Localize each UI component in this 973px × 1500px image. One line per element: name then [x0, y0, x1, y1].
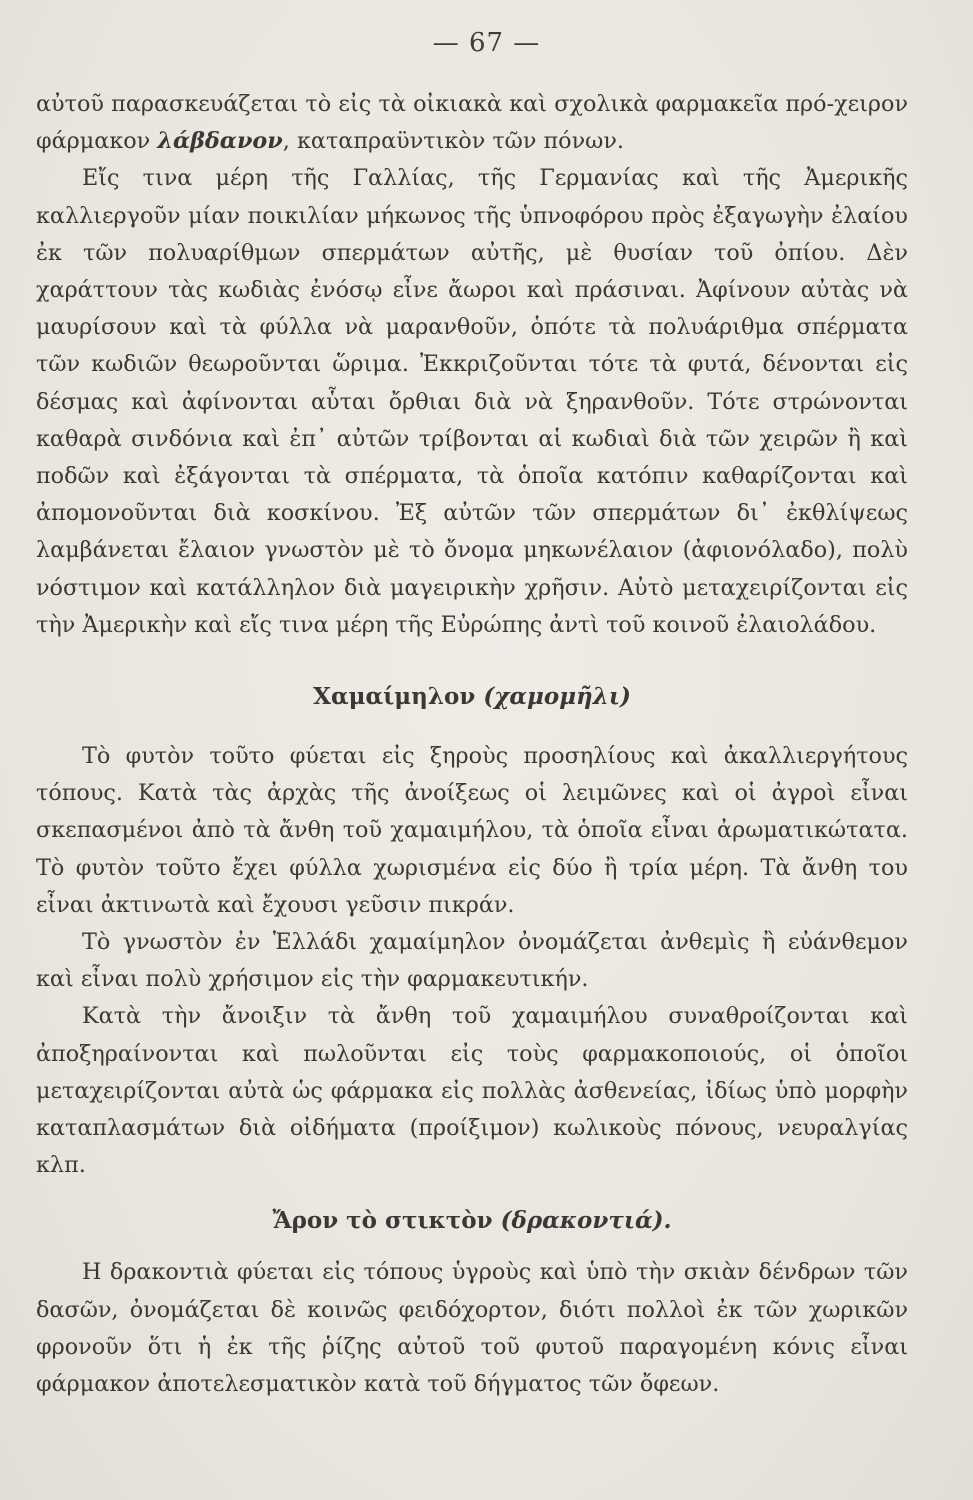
paragraph-poppy-oil: Εἴς τινα μέρη τῆς Γαλλίας, τῆς Γερμανίας καὶ τῆς Ἀμερικῆς καλλιεργοῦν μίαν ποικιλίαν μήκωνος τῆς ὑπνοφόρου πρὸς ἐξαγωγὴν ἐλαίου ἐκ τῶν πολυαρίθμων σπερμάτων αὐτῆς, μὲ θυσίαν τοῦ ὀπίου. Δὲν χαράττουν τὰς κωδιὰς ἐνόσῳ εἶνε ἄωροι καὶ πράσιναι. Ἀφίνουν αὐτὰς νὰ μαυρίσουν καὶ τὰ φύλλα νὰ μαρανθοῦν, ὁπότε τὰ πολυάριθμα σπέρματα τῶν κωδιῶν θεωροῦνται ὥριμα. Ἐκκριζοῦνται τότε τὰ φυτά, δένονται εἰς δέσμας καὶ ἀφίνονται αὗται ὄρθιαι διὰ νὰ ξηρανθοῦν. Τότε στρώνονται καθαρὰ σινδόνια καὶ ἐπ᾽ αὐτῶν τρίβονται αἱ κωδιαὶ διὰ τῶν χειρῶν ἢ καὶ ποδῶν καὶ ἐξάγονται τὰ σπέρματα, τὰ ὁποῖα κατόπιν καθαρίζονται καὶ ἀπομονοῦνται διὰ κοσκίνου. Ἐξ αὐτῶν τῶν σπερμάτων δι᾽ ἐκθλίψεως λαμβάνεται ἔλαιον γνωστὸν μὲ τὸ ὄνομα μηκωνέλαιον (ἀφιονόλαδο), πολὺ νόστιμον καὶ κατάλληλον διὰ μαγειρικὴν χρῆσιν. Αὐτὸ μεταχειρίζονται εἰς τὴν Ἀμερικὴν καὶ εἴς τινα μέρη τῆς Εὐρώπης ἀντὶ τοῦ κοινοῦ ἐλαιολάδου.: [36, 165, 908, 638]
heading-sub: (δρακοντιά).: [500, 1207, 672, 1235]
page-number: — 67 —: [432, 28, 541, 58]
paragraph-text: αὐτοῦ παρασκευάζεται τὸ εἰς τὰ οἰκιακὰ καὶ σχολικὰ φαρμακεῖα πρό-χειρον φάρμακον: [36, 91, 908, 155]
paragraph-laudanum: [36, 86, 908, 160]
page-body: [36, 86, 908, 1403]
heading-main: Ἄρον τὸ στικτὸν: [272, 1207, 493, 1235]
term-laudanum: λάβδανον: [157, 128, 283, 155]
paragraph-arum: Η δρακοντιὰ φύεται εἰς τόπους ὑγροὺς καὶ ὑπὸ τὴν σκιὰν δένδρων τῶν δασῶν, ὀνομάζεται δὲ κοινῶς φειδόχορτον, διότι πολλοὶ ἐκ τῶν χωρικῶν φρονοῦν ὅτι ἡ ἐκ τῆς ῥίζης αὐτοῦ τοῦ φυτοῦ παραγομένη κόνις εἶναι φάρμακον ἀποτελεσματικὸν κατὰ τοῦ δήγματος τῶν ὄφεων.: [36, 1259, 908, 1398]
paragraph-text: , καταπραϋντικὸν τῶν πόνων.: [282, 128, 624, 155]
paragraph-chamomile-3: Κατὰ τὴν ἄνοιξιν τὰ ἄνθη τοῦ χαμαιμήλου συναθροίζονται καὶ ἀποξηραίνονται καὶ πωλοῦνται εἰς τοὺς φαρμακοποιούς, οἱ ὁποῖοι μεταχειρίζονται αὐτὰ ὡς φάρμακα εἰς πολλὰς ἀσθενείας, ἰδίως ὑπὸ μορφὴν καταπλασμάτων διὰ οἰδήματα (προίξιμον) κωλικοὺς πόνους, νευραλγίας κλπ.: [36, 1003, 908, 1179]
section-heading-chamomile: [36, 678, 908, 716]
heading-sub: (χαμομῆλι): [483, 683, 631, 711]
heading-main: Χαμαίμηλον: [313, 683, 476, 711]
section-heading-arum: [36, 1202, 908, 1240]
paragraph-chamomile-1: Τὸ φυτὸν τοῦτο φύεται εἰς ξηροὺς προσηλίους καὶ ἀκαλλιεργήτους τόπους. Κατὰ τὰς ἀρχὰς τῆς ἀνοίξεως οἱ λειμῶνες καὶ οἱ ἀγροὶ εἶναι σκεπασμένοι ἀπὸ τὰ ἄνθη τοῦ χαμαιμήλου, τὰ ὁποῖα εἶναι ἀρωματικώτατα. Τὸ φυτὸν τοῦτο ἔχει φύλλα χωρισμένα εἰς δύο ἢ τρία μέρη. Τὰ ἄνθη του εἶναι ἀκτινωτὰ καὶ ἔχουσι γεῦσιν πικράν.: [36, 743, 908, 918]
paragraph-chamomile-2: Τὸ γνωστὸν ἐν Ἑλλάδι χαμαίμηλον ὀνομάζεται ἀνθεμὶς ἢ εὐάνθεμον καὶ εἶναι πολὺ χρήσιμον εἰς τὴν φαρμακευτικήν.: [36, 929, 908, 993]
